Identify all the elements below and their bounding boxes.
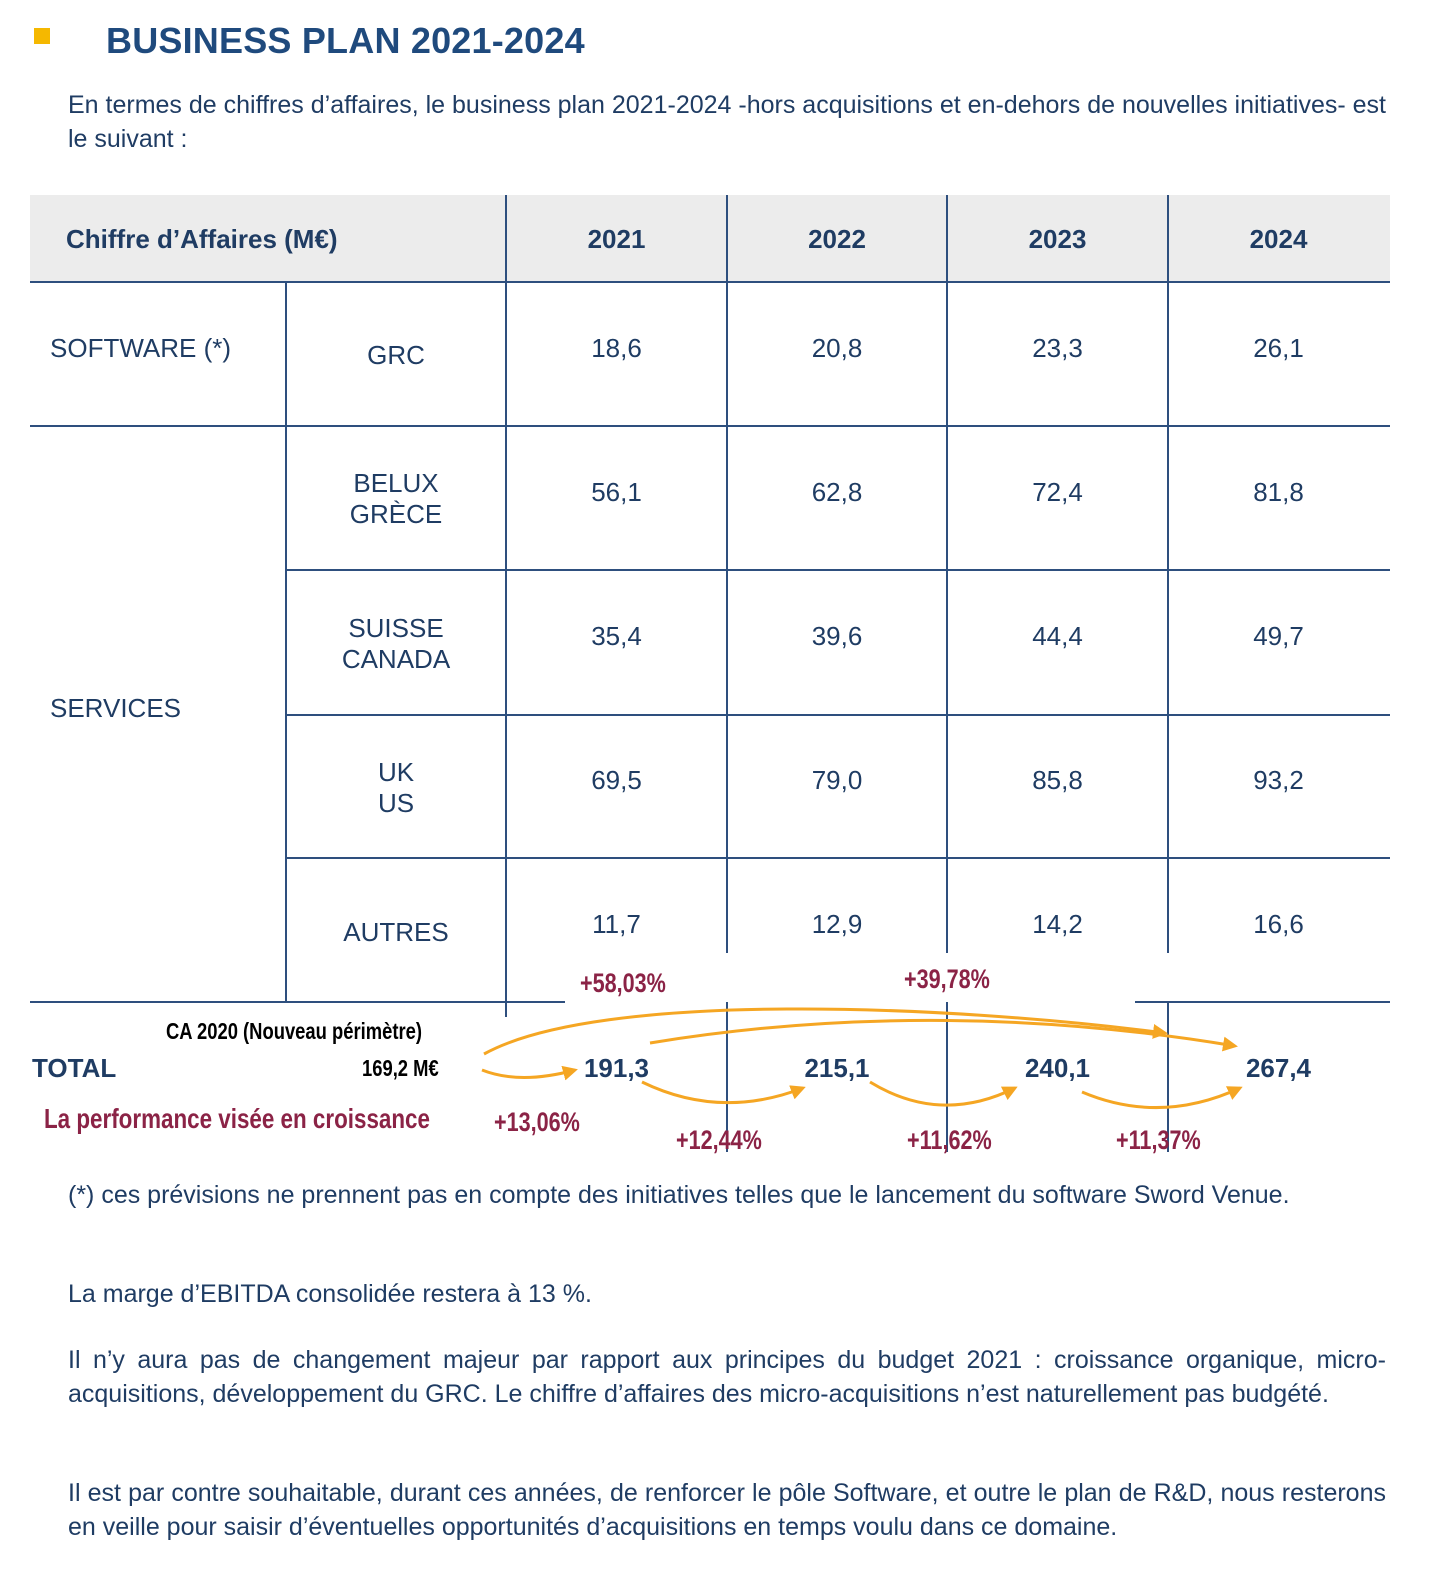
- row-name-grc: GRC: [367, 340, 425, 370]
- growth-yearly: +13,06%: [494, 1107, 580, 1137]
- total-value: 267,4: [1245, 1053, 1312, 1083]
- row-name-line: BELUX: [353, 468, 439, 498]
- table-cell: 56,1: [591, 477, 642, 507]
- table-cell: 49,7: [1253, 621, 1304, 651]
- header-year: 2022: [808, 224, 866, 254]
- table-cell: 62,8: [811, 477, 863, 507]
- row-name-autres: AUTRES: [343, 917, 449, 947]
- table-cell: 35,4: [591, 621, 642, 651]
- row-name-line: UK: [377, 757, 415, 787]
- table-cell: 81,8: [1253, 477, 1304, 507]
- header-year: 2024: [1249, 224, 1308, 254]
- table-cell: 20,8: [811, 333, 863, 363]
- table-cell: 12,9: [811, 909, 863, 939]
- ca2020-value: 169,2 M€: [362, 1055, 439, 1081]
- table-cell: 14,2: [1032, 909, 1083, 939]
- row-name-line: GRÈCE: [349, 499, 443, 529]
- category-software: SOFTWARE (*): [50, 333, 232, 363]
- category-services: SERVICES: [50, 693, 182, 723]
- intro-paragraph: En termes de chiffres d’affaires, le business plan 2021-2024 -hors acquisitions et en-dehors de nouvelles initiatives- est le suivant :: [68, 91, 1386, 153]
- growth-total-2022-2024: +39,78%: [904, 964, 990, 994]
- performance-label: La performance visée en croissance: [44, 1103, 430, 1134]
- paragraph-ebitda: La marge d’EBITDA consolidée restera à 13 %.: [68, 1280, 592, 1308]
- arrow: [870, 1082, 1015, 1105]
- table-cell: 16,6: [1253, 909, 1304, 939]
- growth-yearly: +12,44%: [676, 1125, 762, 1155]
- table-cell: 18,6: [591, 333, 642, 363]
- row-name-line: US: [377, 788, 415, 818]
- row-name-line: CANADA: [341, 644, 451, 674]
- table-cell: 93,2: [1253, 765, 1304, 795]
- paragraph-budget: Il n’y aura pas de changement majeur par rapport aux principes du budget 2021 : croissance organique, micro-acquisitions, développement du GRC. Le chiffre d’affaires des micro-acquisitions n’est naturellement pas budgété.: [68, 1346, 1386, 1408]
- arrow: [1082, 1088, 1240, 1108]
- row-name-line: SUISSE: [348, 613, 444, 643]
- total-value: 191,3: [583, 1053, 650, 1083]
- total-label: TOTAL: [32, 1053, 117, 1083]
- header-year: 2021: [587, 224, 646, 254]
- header-year: 2023: [1028, 224, 1087, 254]
- total-value: 240,1: [1024, 1053, 1091, 1083]
- table-cell: 85,8: [1032, 765, 1083, 795]
- arrow: [650, 1020, 1235, 1046]
- table-cell: 44,4: [1032, 621, 1083, 651]
- ca2020-label: CA 2020 (Nouveau périmètre): [166, 1018, 422, 1044]
- paragraph-software: Il est par contre souhaitable, durant ces années, de renforcer le pôle Software, et outre le plan de R&D, nous resterons en veille pour saisir d’éventuelles opportunités d’acquisitions en temps voulu dans ce domaine.: [68, 1479, 1386, 1541]
- arrow: [484, 1009, 1165, 1054]
- table-cell: 23,3: [1032, 333, 1083, 363]
- footnote: (*) ces prévisions ne prennent pas en compte des initiatives telles que le lancement du software Sword Venue.: [68, 1181, 1290, 1209]
- table-header-label: Chiffre d’Affaires (M€): [66, 224, 338, 254]
- table-cell: 39,6: [811, 621, 863, 651]
- total-value: 215,1: [804, 1053, 870, 1083]
- table-cell: 72,4: [1032, 477, 1083, 507]
- table-cell: 79,0: [811, 765, 863, 795]
- growth-yearly: +11,37%: [1116, 1125, 1201, 1155]
- page-title: BUSINESS PLAN 2021-2024: [106, 20, 585, 61]
- table-cell: 69,5: [591, 765, 642, 795]
- table-cell: 26,1: [1253, 333, 1304, 363]
- table-cell: 11,7: [592, 909, 641, 939]
- growth-total-2021-2024: +58,03%: [580, 968, 666, 998]
- arrow: [642, 1082, 803, 1103]
- growth-yearly: +11,62%: [907, 1125, 992, 1155]
